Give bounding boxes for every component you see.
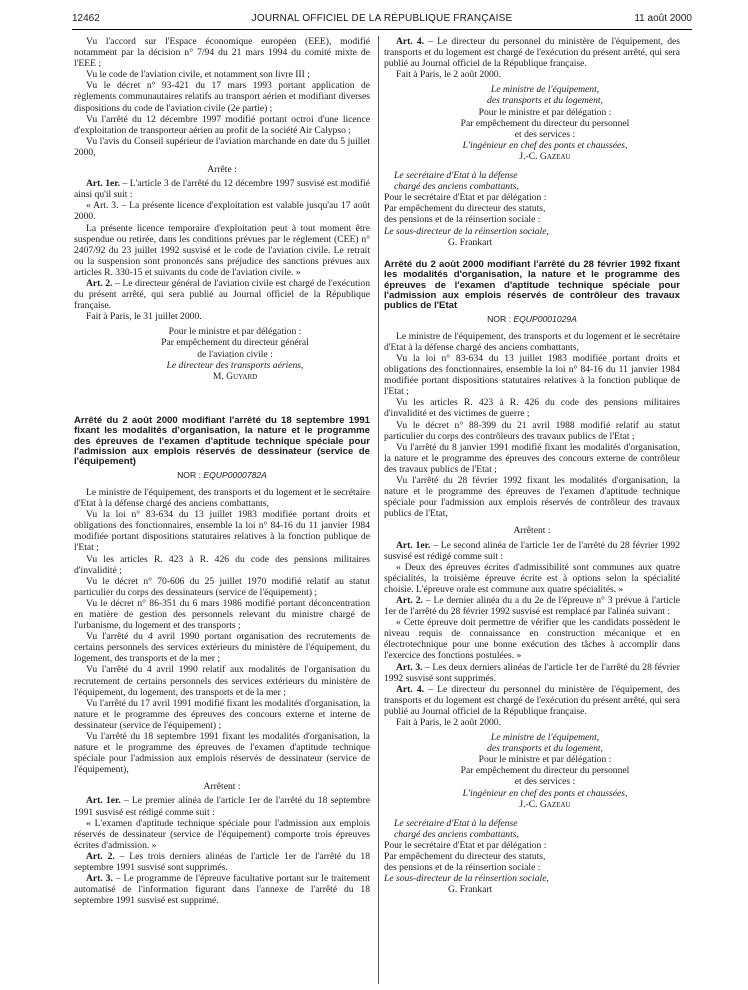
- signature-line: des pensions et de la réinsertion sociale :: [384, 862, 541, 874]
- article-text: – Le dernier alinéa du a du 2e de l'épreuve n° 3 prévue à l'article 1er de l'arrêté du 28 février 1992 susvisé est remplacé par l'alinéa suivant :: [384, 594, 680, 618]
- signature-line: Pour le secrétaire d'Etat et par délégation :: [384, 192, 547, 204]
- signature-line: et des services :: [514, 128, 576, 140]
- article-label: Art. 1er.: [86, 178, 121, 190]
- arretent-heading: Arrêtent :: [513, 525, 551, 537]
- article-quote: La présente licence temporaire d'exploitation peut à tout moment être suspendue ou retirée, dans les conditions prévues par le règlement (CEE) n° 2407/92 du 23 juillet 1992 susvisé et le code de l'aviation civile. Le retrait ou la suspension sont prononcés sans préjudice des sanctions prévues aux articles R. 330-15 et suivants du code de l'aviation civile. »: [74, 222, 370, 278]
- citation: Vu l'avis du Conseil supérieur de l'aviation marchande en date du 5 juillet 2000,: [74, 135, 370, 158]
- signature-line: Par empêchement du directeur des statuts,: [384, 203, 546, 215]
- article-text: – Le premier alinéa de l'article 1er de l'arrêté du 18 septembre 1991 susvisé est rédigé comme suit :: [74, 795, 370, 818]
- signature-title: Le directeur des transports aériens,: [166, 359, 304, 371]
- journal-title: JOURNAL OFFICIEL DE LA RÉPUBLIQUE FRANÇAISE: [251, 13, 513, 24]
- signing-place-date: Fait à Paris, le 2 août 2000.: [396, 717, 501, 728]
- citation: Vu le décret n° 86-351 du 6 mars 1986 modifié portant déconcentration en matière de gestion des personnels relevant du ministre chargé de l'urbanisme, du logement et des transports ;: [74, 597, 370, 632]
- right-column: [384, 36, 680, 895]
- signature-title: des transports et du logement,: [487, 743, 603, 755]
- citation: Vu l'arrêté du 4 avril 1990 portant organisation des recrutements de certains personnels des services extérieurs du ministère de l'équipement, du logement, des transports et de la mer ;: [74, 631, 370, 665]
- article-quote: « L'examen d'aptitude technique spéciale pour l'admission aux emplois réservés de dessinateur (service de l'équipement) comporte trois épreuves écrites d'admission. »: [74, 817, 370, 851]
- nor-code: EQUP0001029A: [513, 313, 577, 324]
- signature-line: des pensions et de la réinsertion sociale :: [384, 214, 541, 226]
- signature-line: Pour le ministre et par délégation :: [478, 754, 612, 766]
- column-divider: [378, 36, 379, 984]
- signature-block: [74, 326, 370, 381]
- article-label: Art. 3.: [86, 873, 113, 885]
- citation: Vu les articles R. 423 à R. 426 du code des pensions militaires d'invalidité et des victimes de guerre ;: [384, 397, 680, 420]
- signature-line: et des services :: [514, 776, 576, 788]
- signature-line: Par empêchement du directeur du personnel: [460, 117, 630, 129]
- citation: Vu le code de l'aviation civile, et notamment son livre III ;: [86, 69, 310, 81]
- citation: Vu l'arrêté du 4 avril 1990 relatif aux modalités de l'organisation du recrutement de certains personnels des services extérieurs du ministère de l'équipement, du logement, des transports et de la mer ;: [74, 664, 370, 698]
- citation: Vu l'arrêté du 12 décembre 1997 modifié portant octroi d'une licence d'exploitation de transporteur aérien au profit de la société Air Calypso ;: [74, 113, 370, 136]
- signature-block-secretary: [384, 170, 680, 248]
- citation: Vu le décret n° 88-399 du 21 avril 1988 modifié relatif au statut particulier du corps des contrôleurs des travaux publics de l'Etat ;: [384, 419, 680, 442]
- signature-block-secretary: [384, 818, 680, 896]
- article-text: – Le directeur du personnel du ministère de l'équipement, des transports et du logement est chargé de l'exécution du présent arrêté, qui sera publié au Journal officiel de la République française.: [384, 683, 680, 717]
- article-quote: « Cette épreuve doit permettre de vérifier que les candidats possèdent le niveau requis de connaissance en construction mécanique et en électrotechnique pour une bonne exécution des tâches à accomplir dans l'exercice des fonctions postulées. »: [384, 617, 680, 662]
- arretent-heading: Arrêtent :: [203, 781, 241, 793]
- signatory-name: M. Guyard: [212, 370, 258, 382]
- signature-title: Le ministre de l'équipement,: [490, 732, 600, 744]
- citation: Vu la loi n° 83-634 du 13 juillet 1983 modifiée portant droits et obligations des fonctionnaires, ensemble la loi n° 84-16 du 11 janvier 1984 modifiée portant dispositions statutaires relatives à la fonction publique de l'Etat ;: [74, 509, 370, 554]
- citation: Vu la loi n° 83-634 du 13 juillet 1983 modifiée portant droits et obligations des fonctionnaires, ensemble la loi n° 84-16 du 11 janvier 1984 modifiée portant dispositions statutaires relatives à la fonction publique de l'Etat ;: [384, 353, 680, 398]
- article-4: [384, 36, 680, 69]
- citation: Vu l'arrêté du 17 avril 1991 modifié fixant les modalités d'organisation, la nature et le programme des épreuves des concours externe et interne de dessinateur (service de l'équipement) ;: [74, 697, 370, 731]
- citation: Vu l'arrêté du 28 février 1992 fixant les modalités d'organisation, la nature et le programme des épreuves de l'examen d'aptitude technique spéciale pour l'admission aux emplois réservés de contrôleur des travaux publics de l'Etat,: [384, 475, 680, 520]
- article-1: [74, 795, 370, 817]
- signature-line: Pour le ministre et par délégation :: [168, 326, 302, 338]
- citation: Vu le décret n° 93-421 du 17 mars 1993 portant application de règlements communautaires relatifs au transport aérien et modifiant diverses dispositions du code de l'aviation civile (2e partie) ;: [74, 80, 370, 114]
- left-column: [74, 36, 370, 906]
- signature-title: Le ministre de l'équipement,: [490, 84, 600, 96]
- signing-place-date: Fait à Paris, le 2 août 2000.: [396, 69, 501, 81]
- signature-title: Le secrétaire d'Etat à la défense: [394, 170, 518, 182]
- nor-label: NOR :: [177, 469, 201, 480]
- article-label: Art. 4.: [396, 683, 425, 695]
- header-rule: [72, 29, 692, 30]
- article-2: [74, 851, 370, 873]
- citation: Vu les articles R. 423 à R. 426 du code des pensions militaires d'invalidité ;: [74, 553, 370, 576]
- signature-line: Par empêchement du directeur du personnel: [460, 765, 630, 777]
- signature-title: Le secrétaire d'Etat à la défense: [394, 817, 518, 829]
- nor-reference: [384, 314, 680, 325]
- decree-title: Arrêté du 2 août 2000 modifiant l'arrêté du 28 février 1992 fixant les modalités d'organisation, la nature et le programme des épreuves de l'examen d'aptitude technique spéciale pour l'admission aux emplois réservés de contrôleur des travaux publics de l'Etat: [384, 258, 680, 312]
- article-label: Art. 2.: [396, 594, 423, 606]
- decree-title: Arrêté du 2 août 2000 modifiant l'arrêté du 18 septembre 1991 fixant les modalités d'organisation, la nature et le programme des épreuves de l'examen d'aptitude technique spéciale pour l'admission aux emplois réservés de dessinateur (service de l'équipement): [74, 414, 370, 468]
- article-quote: « Deux des épreuves écrites d'admissibilité sont communes aux quatre spécialités, la troisième épreuve écrite est à options selon la spécialité choisie. L'épreuve orale est commune aux quatre spécialités. »: [384, 561, 680, 595]
- citation: Vu le décret n° 70-606 du 25 juillet 1970 modifié relatif au statut particulier du corps des dessinateurs (service de l'équipement) ;: [74, 575, 370, 598]
- article-text: – Le programme de l'épreuve facultative portant sur le traitement automatisé de l'information figurant dans l'annexe de l'arrêté du 18 septembre 1991 susvisé est supprimé.: [74, 873, 370, 907]
- signature-line: Par empêchement du directeur des statuts,: [384, 851, 546, 863]
- page-number: 12462: [72, 13, 100, 24]
- signatory-name: G. Frankart: [448, 236, 493, 248]
- article-4: [384, 684, 680, 717]
- article-label: Art. 2.: [86, 850, 115, 862]
- issue-date: 11 août 2000: [634, 13, 692, 24]
- article-text: – Le directeur du personnel du ministère de l'équipement, des transports et du logement est chargé de l'exécution du présent arrêté, qui sera publié au Journal officiel de la République française.: [384, 36, 680, 70]
- article-text: – Le second alinéa de l'article 1er de l'arrêté du 28 février 1992 susvisé est rédigé comme suit :: [384, 539, 680, 562]
- article-2: [384, 595, 680, 617]
- signature-title: Le sous-directeur de la réinsertion sociale,: [384, 225, 549, 237]
- signature-title: chargé des anciens combattants,: [394, 828, 519, 840]
- article-3: [384, 662, 680, 684]
- article-1: [384, 540, 680, 562]
- citation: Vu l'accord sur l'Espace économique européen (EEE), modifié notamment par la décision n° 7/94 du 21 mars 1994 du comité mixte de l'EEE ;: [74, 36, 370, 70]
- article-1: [74, 178, 370, 200]
- article-label: Art. 4.: [396, 36, 425, 47]
- signatory-name: G. Frankart: [448, 884, 493, 896]
- article-text: – L'article 3 de l'arrêté du 12 décembre 1997 susvisé est modifié ainsi qu'il suit :: [74, 178, 370, 201]
- page-header: [72, 10, 692, 28]
- arrete-heading: Arrête :: [207, 164, 237, 176]
- signature-title: chargé des anciens combattants,: [394, 181, 519, 193]
- article-label: Art. 1er.: [86, 795, 121, 807]
- article-text: – Le directeur général de l'aviation civile est chargé de l'exécution du présent arrêté, qui sera publié au Journal officiel de la République française.: [74, 277, 370, 312]
- signature-block-minister: [384, 732, 680, 810]
- signature-line: Pour le secrétaire d'Etat et par délégation :: [384, 839, 547, 851]
- signature-title: Le sous-directeur de la réinsertion sociale,: [384, 873, 549, 885]
- signature-title: des transports et du logement,: [487, 95, 603, 107]
- signing-place-date: Fait à Paris, le 31 juillet 2000.: [86, 311, 202, 323]
- article-label: Art. 1er.: [396, 539, 431, 551]
- signatory-name: J.-C. Gazeau: [519, 150, 571, 162]
- signature-line: Par empêchement du directeur général: [161, 337, 309, 349]
- nor-code: EQUP0000782A: [203, 469, 267, 480]
- preamble: Le ministre de l'équipement, des transports et du logement et le secrétaire d'Etat à la défense chargé des anciens combattants,: [74, 486, 370, 510]
- preamble: Le ministre de l'équipement, des transports et du logement et le secrétaire d'Etat à la défense chargé des anciens combattants,: [384, 330, 680, 353]
- article-quote: « Art. 3. – La présente licence d'exploitation est valable jusqu'au 17 août 2000.: [74, 200, 370, 223]
- article-label: Art. 3.: [396, 661, 423, 673]
- signature-block-minister: [384, 84, 680, 162]
- signature-title: L'ingénieur en chef des ponts et chaussées,: [462, 139, 628, 151]
- nor-label: NOR :: [487, 313, 511, 324]
- signature-line: de l'aviation civile :: [197, 348, 273, 360]
- citation: Vu l'arrêté du 18 septembre 1991 fixant les modalités d'organisation, la nature et le programme des épreuves de l'examen d'aptitude technique spéciale pour l'admission aux emplois réservés de dessinateur (service de l'équipement),: [74, 731, 370, 776]
- article-label: Art. 2.: [86, 277, 113, 289]
- nor-reference: [74, 470, 370, 481]
- signature-line: Pour le ministre et par délégation :: [478, 106, 612, 118]
- signatory-name: J.-C. Gazeau: [519, 798, 571, 810]
- signature-title: L'ingénieur en chef des ponts et chaussées,: [462, 787, 628, 799]
- article-text: – Les deux derniers alinéas de l'article 1er de l'arrêté du 28 février 1992 susvisé sont supprimés.: [384, 661, 680, 684]
- citation: Vu l'arrêté du 8 janvier 1991 modifié fixant les modalités d'organisation, la nature et le programme des épreuves des concours externe de contrôleur des travaux publics de l'Etat ;: [384, 441, 680, 475]
- article-3: [74, 873, 370, 906]
- article-2: [74, 278, 370, 311]
- article-text: – Les trois derniers alinéas de l'article 1er de l'arrêté du 18 septembre 1991 susvisé sont supprimés.: [74, 850, 370, 874]
